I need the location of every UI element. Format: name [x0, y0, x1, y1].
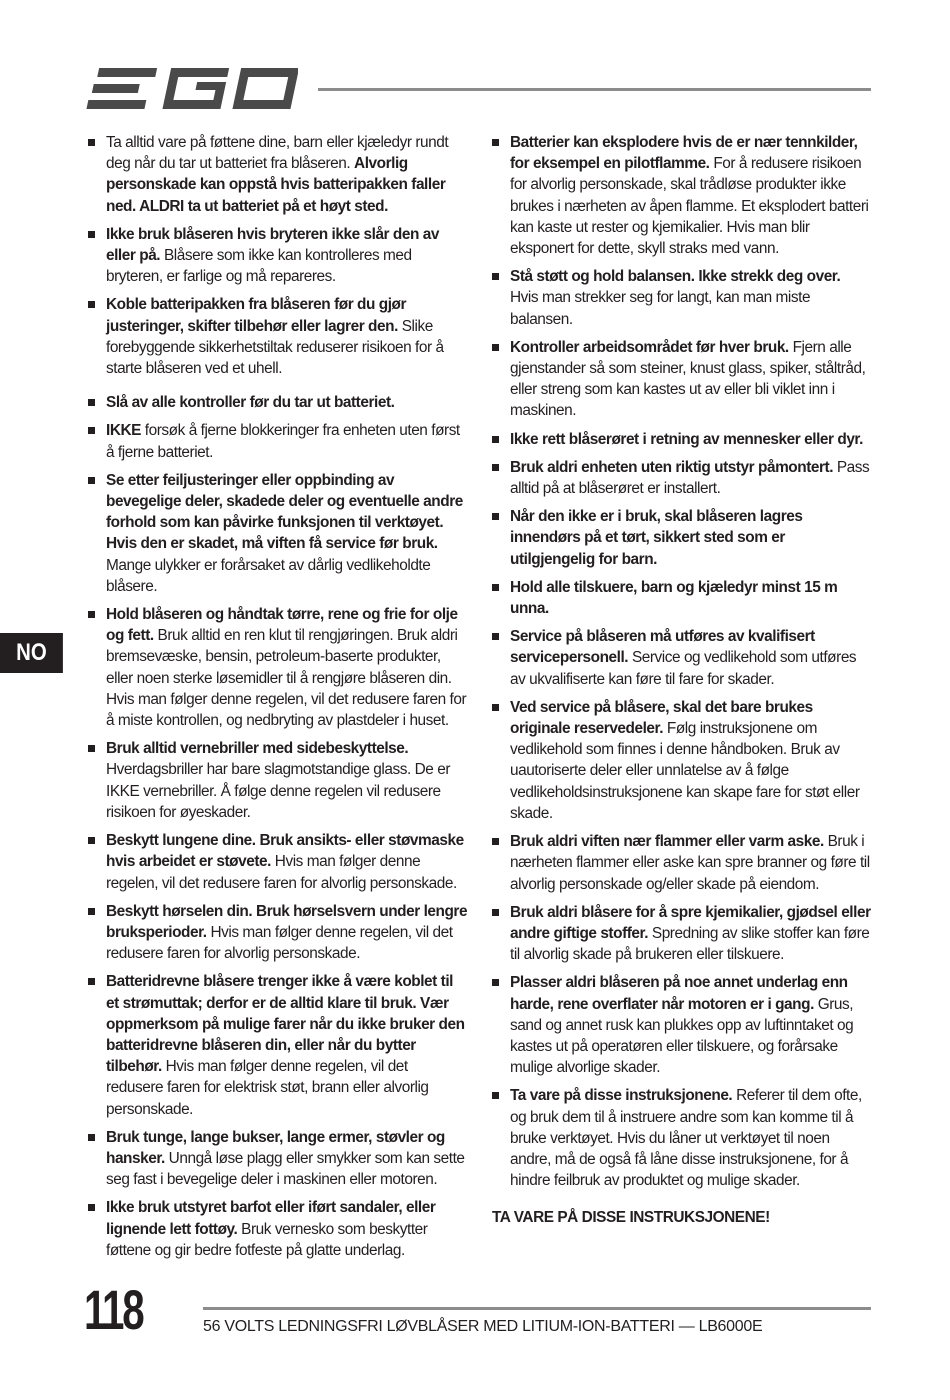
- header-rule: [318, 88, 871, 91]
- list-item: Bruk aldri viften nær flammer eller varm aske. Bruk i nærheten flammer eller aske kan spre branner og føre til alvorlig personskade og/eller skade på eiendom.: [492, 831, 872, 895]
- list-item: Når den ikke er i bruk, skal blåseren lagres innendørs på et tørt, sikkert sted som er utilgjengelig for barn.: [492, 506, 872, 570]
- bullet-icon: [492, 139, 499, 146]
- bullet-icon: [492, 704, 499, 711]
- right-column: [492, 132, 872, 1228]
- list-item: Ta alltid vare på føttene dine, barn eller kjæledyr rundt deg når du tar ut batteriet fra blåseren. Alvorlig personskade kan oppstå hvis batteripakken faller ned. ALDRI ta ut batteriet på et høyt sted.: [88, 132, 468, 217]
- bullet-icon: [492, 838, 499, 845]
- list-item: Ved service på blåsere, skal det bare brukes originale reservedeler. Følg instruksjonene om vedlikehold som finnes i denne håndboken. Bruk av uautoriserte deler eller unnlatelse av å følge vedlikeholdsinstruksjonene kan skape fare for støt eller skade.: [492, 697, 872, 824]
- bullet-icon: [492, 633, 499, 640]
- bullet-icon: [492, 513, 499, 520]
- footer-title: 56 VOLTS LEDNINGSFRI LØVBLÅSER MED LITIUM-ION-BATTERI — LB6000E: [203, 1318, 763, 1335]
- bullet-icon: [492, 1092, 499, 1099]
- footer-rule: [203, 1307, 871, 1310]
- list-item: Ta vare på disse instruksjonene. Referer til dem ofte, og bruk dem til å instruere andre som kan komme til å bruke verktøyet. Hvis du låner ut verktøyet til noen andre, må de også få låne disse instruksjonene, for å hindre feilbruk av produktet og mulige skader.: [492, 1085, 872, 1191]
- bullet-icon: [88, 1134, 95, 1141]
- bullet-icon: [492, 464, 499, 471]
- left-column: [88, 132, 468, 1268]
- closing-statement: TA VARE PÅ DISSE INSTRUKSJONENE!: [492, 1209, 770, 1227]
- list-item: Batterier kan eksplodere hvis de er nær tennkilder, for eksempel en pilotflamme. For å redusere risikoen for alvorlig personskade, skal trådløse produkter ikke brukes i nærheten av åpen flamme. Et eksplodert batteri kan kaste ut rester og kjemikalier. Hvis man blir eksponert for dette, skyll straks med vann.: [492, 132, 872, 259]
- bullet-icon: [88, 301, 95, 308]
- bullet-icon: [492, 344, 499, 351]
- list-item: Stå støtt og hold balansen. Ikke strekk deg over. Hvis man strekker seg for langt, kan man miste balansen.: [492, 266, 872, 330]
- bullet-icon: [492, 584, 499, 591]
- list-item: Kontroller arbeidsområdet før hver bruk. Fjern alle gjenstander så som steiner, knust glass, spiker, ståltråd, eller streng som kan kastes ut av eller bli viklet inn i maskinen.: [492, 337, 872, 422]
- list-item: Bruk aldri enheten uten riktig utstyr påmontert. Pass alltid på at blåserøret er installert.: [492, 457, 872, 499]
- bullet-icon: [88, 139, 95, 146]
- bullet-icon: [492, 436, 499, 443]
- ego-logo-text: EGO: [86, 64, 89, 65]
- list-item: Bruk aldri blåsere for å spre kjemikalier, gjødsel eller andre giftige stoffer. Spredning av slike stoffer kan føre til alvorlig skade på brukeren eller tilskuere.: [492, 902, 872, 966]
- list-item: IKKE forsøk å fjerne blokkeringer fra enheten uten først å fjerne batteriet.: [88, 420, 468, 462]
- bullet-icon: [88, 611, 95, 618]
- bullet-icon: [88, 399, 95, 406]
- list-item: Koble batteripakken fra blåseren før du gjør justeringer, skifter tilbehør eller lagrer den. Slike forebyggende sikkerhetstiltak reduserer risikoen for å starte blåseren ved et uhell.: [88, 294, 468, 379]
- bullet-icon: [88, 477, 95, 484]
- list-item: Ikke rett blåserøret i retning av mennesker eller dyr.: [492, 429, 872, 450]
- page-number: 118: [84, 1278, 143, 1341]
- list-item: Slå av alle kontroller før du tar ut batteriet.: [88, 392, 468, 413]
- list-item: Bruk tunge, lange bukser, lange ermer, støvler og hansker. Unngå løse plagg eller smykker som kan sette seg fast i bevegelige deler i maskinen eller motoren.: [88, 1127, 468, 1191]
- list-item: Ikke bruk blåseren hvis bryteren ikke slår den av eller på. Blåsere som ikke kan kontrolleres med bryteren, er farlige og må repareres.: [88, 224, 468, 288]
- bullet-icon: [88, 427, 95, 434]
- bullet-icon: [88, 908, 95, 915]
- bullet-icon: [492, 273, 499, 280]
- list-item: Beskytt hørselen din. Bruk hørselsvern under lengre bruksperioder. Hvis man følger denne regelen, vil det redusere faren for alvorlig personskade.: [88, 901, 468, 965]
- list-item: Beskytt lungene dine. Bruk ansikts- eller støvmaske hvis arbeidet er støvete. Hvis man følger denne regelen, vil det redusere faren for alvorlig personskade.: [88, 830, 468, 894]
- list-item: Hold alle tilskuere, barn og kjæledyr minst 15 m unna.: [492, 577, 872, 619]
- list-item: Ikke bruk utstyret barfot eller iført sandaler, eller lignende lett fottøy. Bruk vernesko som beskytter føttene og gir bedre fotfeste på glatte underlag.: [88, 1197, 468, 1261]
- bullet-icon: [88, 837, 95, 844]
- bullet-icon: [492, 909, 499, 916]
- list-item: Service på blåseren må utføres av kvalifisert servicepersonell. Service og vedlikehold som utføres av ukvalifiserte kan føre til fare for skader.: [492, 626, 872, 690]
- list-item: Plasser aldri blåseren på noe annet underlag enn harde, rene overflater når motoren er i gang. Grus, sand og annet rusk kan plukkes opp av luftinntaket og kastes ut på operatøren eller tilskuere, og forårsake mulige alvorlige skader.: [492, 972, 872, 1078]
- bullet-icon: [88, 745, 95, 752]
- bullet-icon: [88, 978, 95, 985]
- list-item: Batteridrevne blåsere trenger ikke å være koblet til et strømuttak; derfor er de alltid klare til bruk. Vær oppmerksom på mulige farer når du ikke bruker den batteridrevne blåseren din, eller når du bytter tilbehør. Hvis man følger denne regelen, vil det redusere faren for elektrisk støt, brann eller alvorlig personskade.: [88, 971, 468, 1119]
- list-item: Se etter feiljusteringer eller oppbinding av bevegelige deler, skadede deler og eventuelle andre forhold som kan påvirke funksjonen til verktøyet. Hvis den er skadet, må viften få service før bruk. Mange ulykker er forårsaket av dårlig vedlikeholdte blåsere.: [88, 470, 468, 597]
- bullet-icon: [492, 979, 499, 986]
- list-item: Bruk alltid vernebriller med sidebeskyttelse. Hverdagsbriller har bare slagmotstandige glass. De er IKKE vernebriller. Å følge denne regelen vil redusere risikoen for øyeskader.: [88, 738, 468, 823]
- list-item: Hold blåseren og håndtak tørre, rene og frie for olje og fett. Bruk alltid en ren klut til rengjøringen. Bruk aldri bremsevæske, bensin, petroleum-baserte produkter, eller noen sterke løsemidler til å rengjøre blåseren din. Hvis man følger denne regelen, vil det redusere faren for å miste kontrollen, og nedbryting av plastdeler i huset.: [88, 604, 468, 731]
- ego-logo: [86, 64, 298, 114]
- language-tab: NO: [0, 633, 63, 673]
- bullet-icon: [88, 1204, 95, 1211]
- bullet-icon: [88, 231, 95, 238]
